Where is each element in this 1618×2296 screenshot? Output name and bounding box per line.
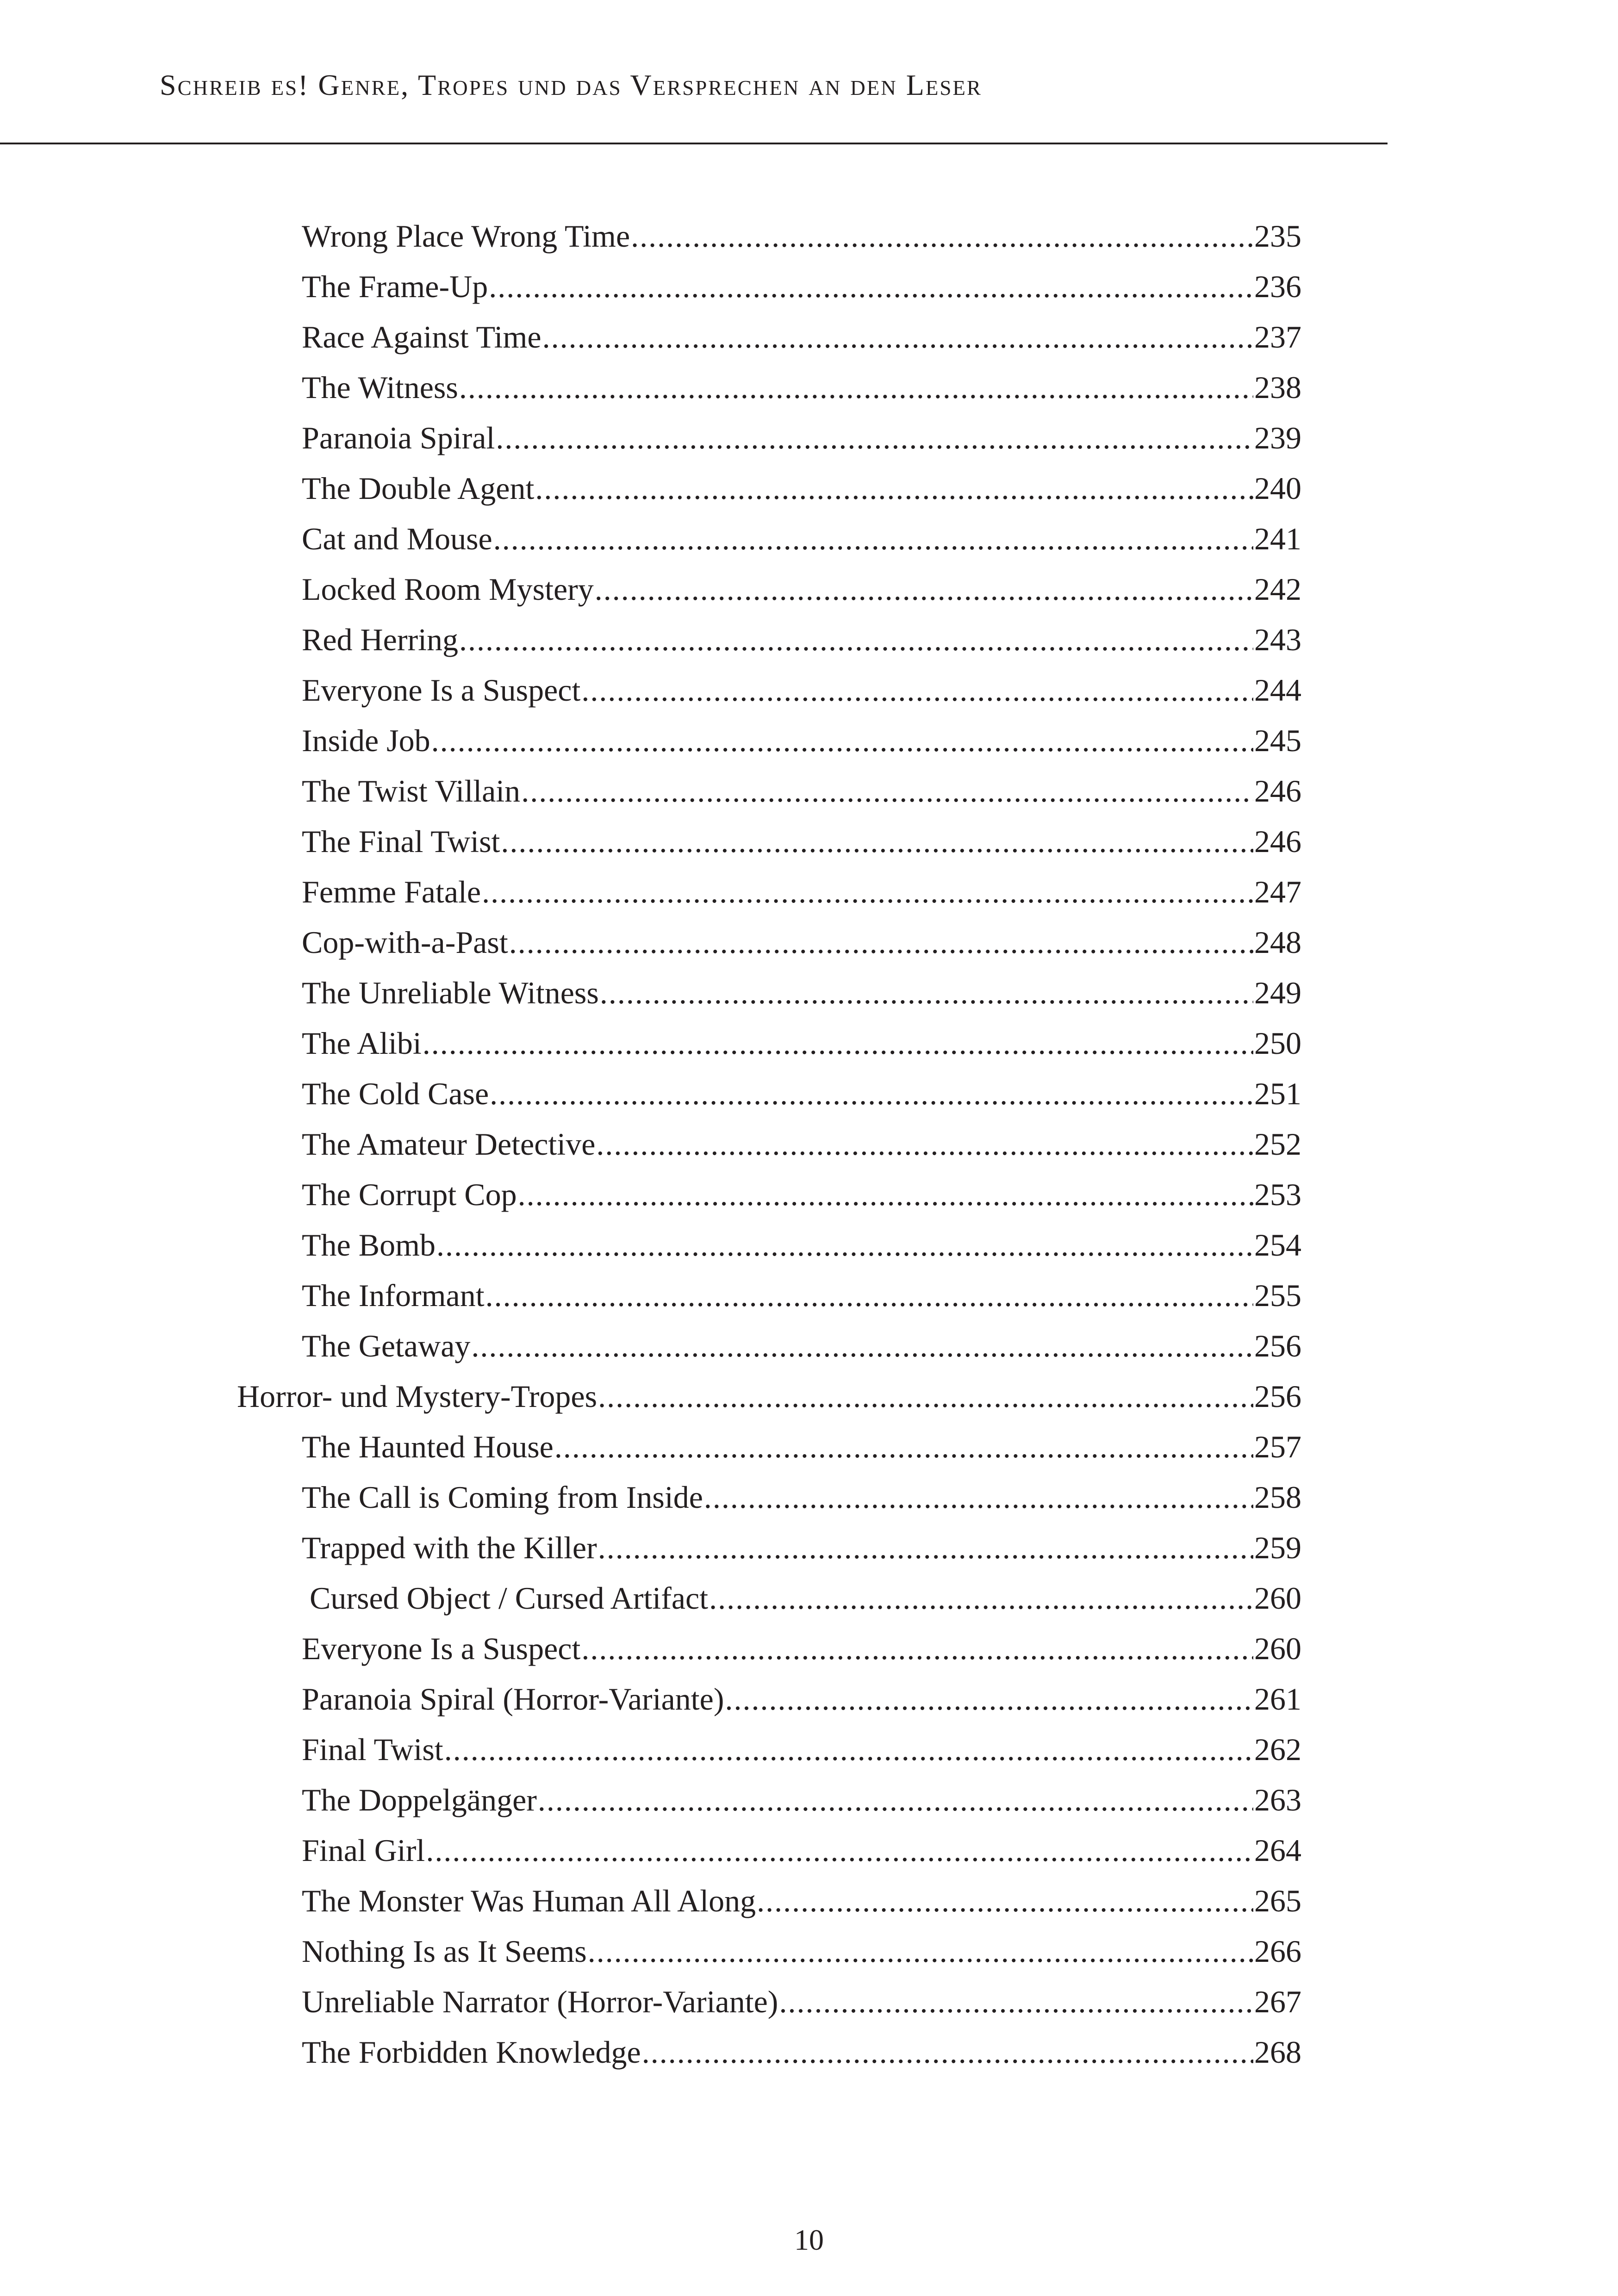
- toc-entry-title: The Alibi: [302, 1026, 422, 1061]
- toc-entry-title: The Bomb: [302, 1227, 436, 1263]
- toc-entry-title: The Double Agent: [302, 471, 535, 506]
- toc-entry-page-number: 266: [1254, 1934, 1301, 1969]
- page-number: 10: [794, 2223, 824, 2256]
- toc-entry-page-number: 244: [1254, 672, 1301, 708]
- toc-dot-leader: [642, 2034, 1253, 2071]
- toc-entry-page-number: 241: [1254, 521, 1301, 556]
- toc-dot-leader: [588, 1933, 1253, 1970]
- toc-entry-title: The Corrupt Cop: [302, 1177, 517, 1212]
- toc-dot-leader: [459, 369, 1253, 406]
- toc-entry-page-number: 246: [1254, 824, 1301, 859]
- toc-entry: [302, 672, 1301, 709]
- toc-entry-title: The Informant: [302, 1278, 485, 1313]
- toc-entry-title: The Getaway: [302, 1328, 471, 1363]
- toc-dot-leader: [436, 1226, 1253, 1263]
- toc-dot-leader: [631, 218, 1253, 255]
- toc-entry-page-number: 259: [1254, 1530, 1301, 1565]
- toc-entry-page-number: 263: [1254, 1782, 1301, 1817]
- toc-entry-title: Cat and Mouse: [302, 521, 492, 556]
- toc-entry: [302, 1126, 1301, 1163]
- toc-dot-leader: [757, 1882, 1253, 1919]
- toc-entry: [302, 1832, 1301, 1869]
- toc-entry-title: Cop-with-a-Past: [302, 925, 508, 960]
- toc-dot-leader: [709, 1580, 1253, 1617]
- toc-entry: [302, 1277, 1301, 1314]
- toc-entry: [302, 722, 1301, 759]
- toc-dot-leader: [598, 1529, 1253, 1566]
- toc-dot-leader: [509, 924, 1253, 961]
- toc-dot-leader: [779, 1983, 1253, 2020]
- toc-entry-page-number: 256: [1254, 1328, 1301, 1363]
- toc-entry-page-number: 236: [1254, 269, 1301, 304]
- toc-dot-leader: [431, 722, 1253, 759]
- toc-entry-page-number: 260: [1254, 1631, 1301, 1666]
- toc-dot-leader: [490, 1075, 1253, 1112]
- toc-dot-leader: [704, 1479, 1253, 1516]
- toc-entry-title: Unreliable Narrator (Horror-Variante): [302, 1984, 778, 2019]
- toc-entry-page-number: 240: [1254, 471, 1301, 506]
- toc-dot-leader: [501, 823, 1253, 860]
- toc-entry-page-number: 262: [1254, 1732, 1301, 1767]
- toc-entry: [302, 520, 1301, 557]
- toc-entry-title: Wrong Place Wrong Time: [302, 218, 630, 254]
- toc-dot-leader: [598, 1378, 1253, 1415]
- toc-entry-page-number: 255: [1254, 1278, 1301, 1313]
- toc-entry-title: Paranoia Spiral: [302, 420, 495, 455]
- toc-dot-leader: [535, 470, 1253, 507]
- toc-entry-page-number: 256: [1254, 1379, 1301, 1414]
- toc-entry-title: Femme Fatale: [302, 874, 481, 909]
- toc-dot-leader: [725, 1680, 1254, 1717]
- toc-dot-leader: [496, 419, 1253, 456]
- toc-entry-page-number: 248: [1254, 925, 1301, 960]
- toc-entry: [302, 571, 1301, 608]
- toc-entry-title: Inside Job: [302, 723, 430, 758]
- toc-entry-page-number: 261: [1254, 1681, 1301, 1717]
- toc-entry: [302, 218, 1301, 255]
- toc-dot-leader: [581, 1630, 1253, 1667]
- toc-entry: [302, 1882, 1301, 1919]
- toc-entry-page-number: 242: [1254, 572, 1301, 607]
- toc-dot-leader: [426, 1832, 1253, 1869]
- toc-entry-page-number: 251: [1254, 1076, 1301, 1111]
- toc-entry-title: Nothing Is as It Seems: [302, 1934, 587, 1969]
- toc-entry: [302, 318, 1301, 355]
- toc-dot-leader: [581, 672, 1253, 709]
- toc-entry: [302, 268, 1301, 305]
- toc-entry-title: Everyone Is a Suspect: [302, 1631, 581, 1666]
- toc-entry-title: Final Girl: [302, 1833, 425, 1868]
- toc-entry-page-number: 252: [1254, 1126, 1301, 1162]
- toc-entry-page-number: 258: [1254, 1480, 1301, 1515]
- toc-entry: [302, 1933, 1301, 1970]
- toc-entry-title: The Forbidden Knowledge: [302, 2035, 641, 2070]
- toc-dot-leader: [542, 318, 1253, 355]
- toc-entry: [302, 772, 1301, 809]
- toc-entry-title: The Cold Case: [302, 1076, 489, 1111]
- toc-entry-page-number: 250: [1254, 1026, 1301, 1061]
- toc-entry-title: The Doppelgänger: [302, 1782, 537, 1817]
- toc-entry: [302, 974, 1301, 1011]
- toc-entry-page-number: 253: [1254, 1177, 1301, 1212]
- toc-entry: [302, 1327, 1301, 1364]
- toc-entry: [302, 1176, 1301, 1213]
- toc-entry-title: Everyone Is a Suspect: [302, 672, 581, 708]
- toc-entry-page-number: 265: [1254, 1883, 1301, 1918]
- toc-entry: [302, 1983, 1301, 2020]
- toc-entry: [302, 1680, 1301, 1717]
- toc-entry-title: The Amateur Detective: [302, 1126, 596, 1162]
- toc-dot-leader: [482, 873, 1253, 910]
- toc-entry-title: The Monster Was Human All Along: [302, 1883, 756, 1918]
- toc-entry-title: Paranoia Spiral (Horror-Variante): [302, 1681, 724, 1717]
- toc-entry: [302, 1580, 1301, 1617]
- toc-entry-title: The Call is Coming from Inside: [302, 1480, 703, 1515]
- toc-dot-leader: [489, 268, 1253, 305]
- toc-entry-title: Cursed Object / Cursed Artifact: [302, 1580, 709, 1616]
- toc-entry: [302, 873, 1301, 910]
- toc-entry: [302, 1781, 1301, 1818]
- toc-entry-title: The Witness: [302, 370, 458, 405]
- toc-entry: [302, 924, 1301, 961]
- toc-entry: [302, 823, 1301, 860]
- toc-entry: [302, 2034, 1301, 2071]
- toc-entry-page-number: 257: [1254, 1429, 1301, 1464]
- toc-dot-leader: [444, 1731, 1253, 1768]
- toc-dot-leader: [595, 571, 1253, 608]
- toc-entry-title: The Unreliable Witness: [302, 975, 599, 1010]
- toc-section-entry: [237, 1378, 1301, 1415]
- toc-entry: [302, 1479, 1301, 1516]
- toc-entry-title: The Frame-Up: [302, 269, 488, 304]
- toc-entry-page-number: 264: [1254, 1833, 1301, 1868]
- toc-dot-leader: [471, 1327, 1253, 1364]
- toc-dot-leader: [538, 1781, 1253, 1818]
- toc-entry-page-number: 239: [1254, 420, 1301, 455]
- toc-entry-title: Horror- und Mystery-Tropes: [237, 1379, 597, 1414]
- toc-dot-leader: [493, 520, 1253, 557]
- toc-entry: [302, 1075, 1301, 1112]
- toc-entry: [302, 1025, 1301, 1062]
- toc-entry-page-number: 237: [1254, 319, 1301, 355]
- toc-dot-leader: [518, 1176, 1253, 1213]
- toc-entry-title: Locked Room Mystery: [302, 572, 594, 607]
- toc-entry-page-number: 246: [1254, 773, 1301, 809]
- toc-entry: [302, 1630, 1301, 1667]
- toc-entry: [302, 419, 1301, 456]
- toc-entry-page-number: 254: [1254, 1227, 1301, 1263]
- toc-entry-title: Red Herring: [302, 622, 459, 657]
- toc-entry-page-number: 267: [1254, 1984, 1301, 2019]
- toc-entry-title: Race Against Time: [302, 319, 541, 355]
- toc-entry-title: Final Twist: [302, 1732, 443, 1767]
- toc-entry: [302, 1428, 1301, 1465]
- toc-dot-leader: [554, 1428, 1253, 1465]
- toc-entry-title: Trapped with the Killer: [302, 1530, 597, 1565]
- toc-entry-title: The Twist Villain: [302, 773, 521, 809]
- toc-entry: [302, 1529, 1301, 1566]
- toc-entry-page-number: 249: [1254, 975, 1301, 1010]
- toc-dot-leader: [485, 1277, 1253, 1314]
- toc-entry-page-number: 260: [1254, 1580, 1301, 1616]
- toc-entry: [302, 1731, 1301, 1768]
- running-head-title: Schreib es! Genre, Tropes und das Versprechen an den Leser: [160, 68, 982, 101]
- toc-entry: [302, 1226, 1301, 1263]
- header-divider: [0, 143, 1388, 144]
- toc-dot-leader: [596, 1126, 1253, 1163]
- toc-dot-leader: [459, 621, 1253, 658]
- toc-entry: [302, 470, 1301, 507]
- toc-entry-page-number: 235: [1254, 218, 1301, 254]
- toc-entry-title: The Haunted House: [302, 1429, 554, 1464]
- toc-entry-page-number: 238: [1254, 370, 1301, 405]
- toc-dot-leader: [600, 974, 1253, 1011]
- toc-entry-page-number: 243: [1254, 622, 1301, 657]
- toc-entry-page-number: 245: [1254, 723, 1301, 758]
- toc-entry: [302, 621, 1301, 658]
- toc-entry-title: The Final Twist: [302, 824, 500, 859]
- toc-entry-page-number: 247: [1254, 874, 1301, 909]
- toc-entry: [302, 369, 1301, 406]
- toc-entry-page-number: 268: [1254, 2035, 1301, 2070]
- toc-dot-leader: [423, 1025, 1253, 1062]
- toc-dot-leader: [521, 772, 1253, 809]
